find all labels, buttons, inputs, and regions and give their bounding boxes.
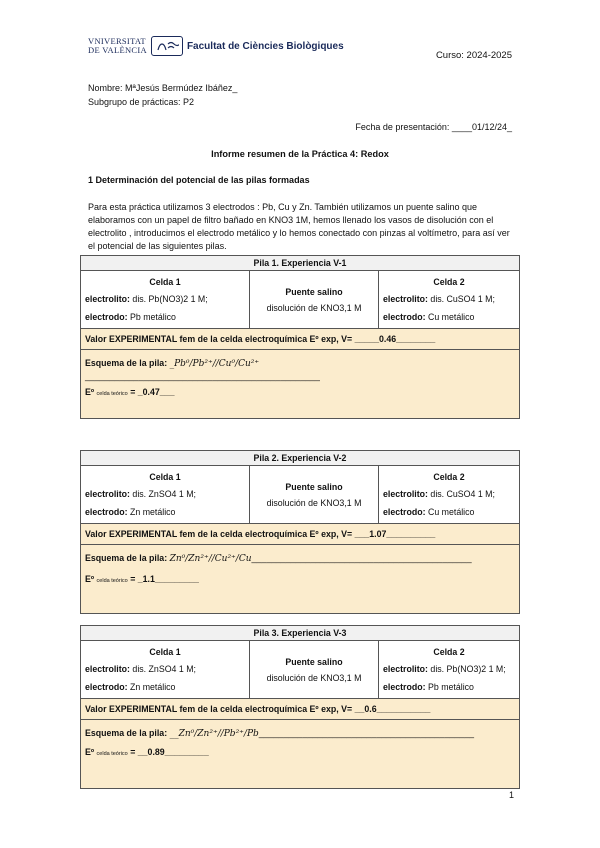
cell-2-electrode: Cu metálico (427, 312, 475, 322)
theoretical-label: Eº (85, 574, 95, 584)
theoretical-label: Eº (85, 747, 95, 757)
university-line2: DE VALÈNCIA (88, 45, 147, 55)
scheme-underline: ________________________________________________ (85, 371, 320, 381)
theoretical-sub: celda teórico (96, 751, 128, 757)
cell-scheme: __Zn⁰/Zn²⁺//Pb²⁺/Pb (169, 729, 259, 739)
electrolyte-label: electrolito: (85, 294, 130, 304)
electrolyte-label: electrolito: (85, 664, 130, 674)
course-year: Curso: 2024-2025 (435, 50, 512, 61)
cell-1-electrolyte: dis. ZnSO4 1 M; (132, 489, 196, 499)
salt-bridge-title: Puente salino (285, 286, 343, 297)
pila-title: Pila 2. Experiencia V-2 (81, 451, 520, 466)
pila-1-table (80, 255, 520, 419)
scheme-underline: _____________________________________________ (251, 553, 472, 563)
theoretical-value: = __0.89_________ (130, 747, 209, 757)
electrolyte-label: electrolito: (85, 489, 130, 499)
cell-1-electrolyte: dis. Pb(NO3)2 1 M; (132, 294, 208, 304)
scheme-label: Esquema de la pila: (85, 358, 168, 368)
cell-1-electrode: Zn metálico (129, 507, 176, 517)
cell-1-electrolyte: dis. ZnSO4 1 M; (132, 664, 196, 674)
salt-bridge (250, 466, 379, 524)
salt-bridge (250, 271, 379, 329)
cell-1 (81, 466, 250, 524)
pila-title: Pila 1. Experiencia V-1 (81, 256, 520, 271)
cell-scheme-block (81, 720, 520, 789)
report-title: Informe resumen de la Práctica 4: Redox (211, 149, 389, 159)
salt-bridge-desc: disolución de KNO3,1 M (266, 497, 362, 508)
electrode-label: electrodo: (383, 682, 426, 692)
faculty-name: Facultat de Ciències Biològiques (186, 40, 344, 52)
cell-2-electrode: Cu metálico (427, 507, 475, 517)
electrode-label: electrodo: (85, 682, 128, 692)
experimental-value: Valor EXPERIMENTAL fem de la celda electroquímica Eº exp, V= __0.6___________ (81, 699, 520, 720)
theoretical-value: = _0.47___ (130, 387, 175, 397)
cell-1-electrode: Zn metálico (129, 682, 176, 692)
electrolyte-label: electrolito: (383, 294, 428, 304)
theoretical-sub: celda teórico (96, 578, 128, 584)
cell-2 (379, 466, 520, 524)
electrode-label: electrodo: (85, 507, 128, 517)
cell-scheme: _Pb⁰/Pb²⁺//Cu⁰/Cu²⁺ (169, 359, 260, 369)
theoretical-value: = _1.1_________ (130, 574, 199, 584)
electrolyte-label: electrolito: (383, 664, 428, 674)
page-number: 1 (508, 790, 514, 800)
salt-bridge-desc: disolución de KNO3,1 M (266, 302, 362, 313)
cell-2-electrolyte: dis. CuSO4 1 M; (430, 294, 495, 304)
cell-scheme-block (81, 545, 520, 614)
electrolyte-label: electrolito: (383, 489, 428, 499)
university-line1: VNIVERSITAT (88, 36, 146, 46)
faculty-logo-icon (151, 36, 183, 56)
cell-1-electrode: Pb metálico (129, 312, 176, 322)
cell-2-electrolyte: dis. CuSO4 1 M; (430, 489, 495, 499)
pila-title: Pila 3. Experiencia V-3 (81, 626, 520, 641)
cell-2-title: Celda 2 (433, 472, 465, 482)
practice-group: Subgrupo de prácticas: P2 (88, 97, 195, 107)
theoretical-label: Eº (85, 387, 95, 397)
cell-1-title: Celda 1 (149, 472, 181, 482)
theoretical-sub: celda teórico (96, 391, 128, 397)
salt-bridge-desc: disolución de KNO3,1 M (266, 672, 362, 683)
submission-date: Fecha de presentación: ____01/12/24_ (355, 122, 512, 132)
cell-2 (379, 271, 520, 329)
cell-scheme: Zn⁰/Zn²⁺//Cu²⁺/Cu (169, 554, 252, 564)
cell-scheme-block (81, 350, 520, 419)
pila-3-table (80, 625, 520, 789)
salt-bridge-title: Puente salino (285, 656, 343, 667)
cell-1-title: Celda 1 (149, 647, 181, 657)
cell-2-electrolyte: dis. Pb(NO3)2 1 M; (430, 664, 506, 674)
cell-2-title: Celda 2 (433, 647, 465, 657)
cell-2-title: Celda 2 (433, 277, 465, 287)
cell-1 (81, 641, 250, 699)
intro-paragraph: Para esta práctica utilizamos 3 electrodos : Pb, Cu y Zn. También utilizamos un puente salino que elaboramos con un papel de filtro bañado en KNO3 1M, hemos llenado los vasos de disolución con el electrolito , introducimos el electrodo metálico y lo hemos conectado con pinzas al voltímetro, para así ver el potencial de las siguientes pilas. (88, 202, 510, 251)
cell-2-electrode: Pb metálico (427, 682, 474, 692)
cell-1-title: Celda 1 (149, 277, 181, 287)
scheme-label: Esquema de la pila: (85, 553, 168, 563)
pila-2-table (80, 450, 520, 614)
cell-1 (81, 271, 250, 329)
cell-2 (379, 641, 520, 699)
experimental-value: Valor EXPERIMENTAL fem de la celda electroquímica Eº exp, V= ___1.07__________ (81, 524, 520, 545)
electrode-label: electrodo: (85, 312, 128, 322)
university-name (88, 37, 147, 55)
student-name: Nombre: MªJesús Bermúdez Ibáñez_ (88, 83, 238, 93)
section-title: 1 Determinación del potencial de las pilas formadas (88, 175, 310, 185)
scheme-label: Esquema de la pila: (85, 728, 168, 738)
scheme-underline: ____________________________________________ (258, 728, 475, 738)
electrode-label: electrodo: (383, 507, 426, 517)
salt-bridge-title: Puente salino (285, 481, 343, 492)
salt-bridge (250, 641, 379, 699)
electrode-label: electrodo: (383, 312, 426, 322)
experimental-value: Valor EXPERIMENTAL fem de la celda electroquímica Eº exp, V= _____0.46________ (81, 329, 520, 350)
university-logo (88, 36, 344, 56)
